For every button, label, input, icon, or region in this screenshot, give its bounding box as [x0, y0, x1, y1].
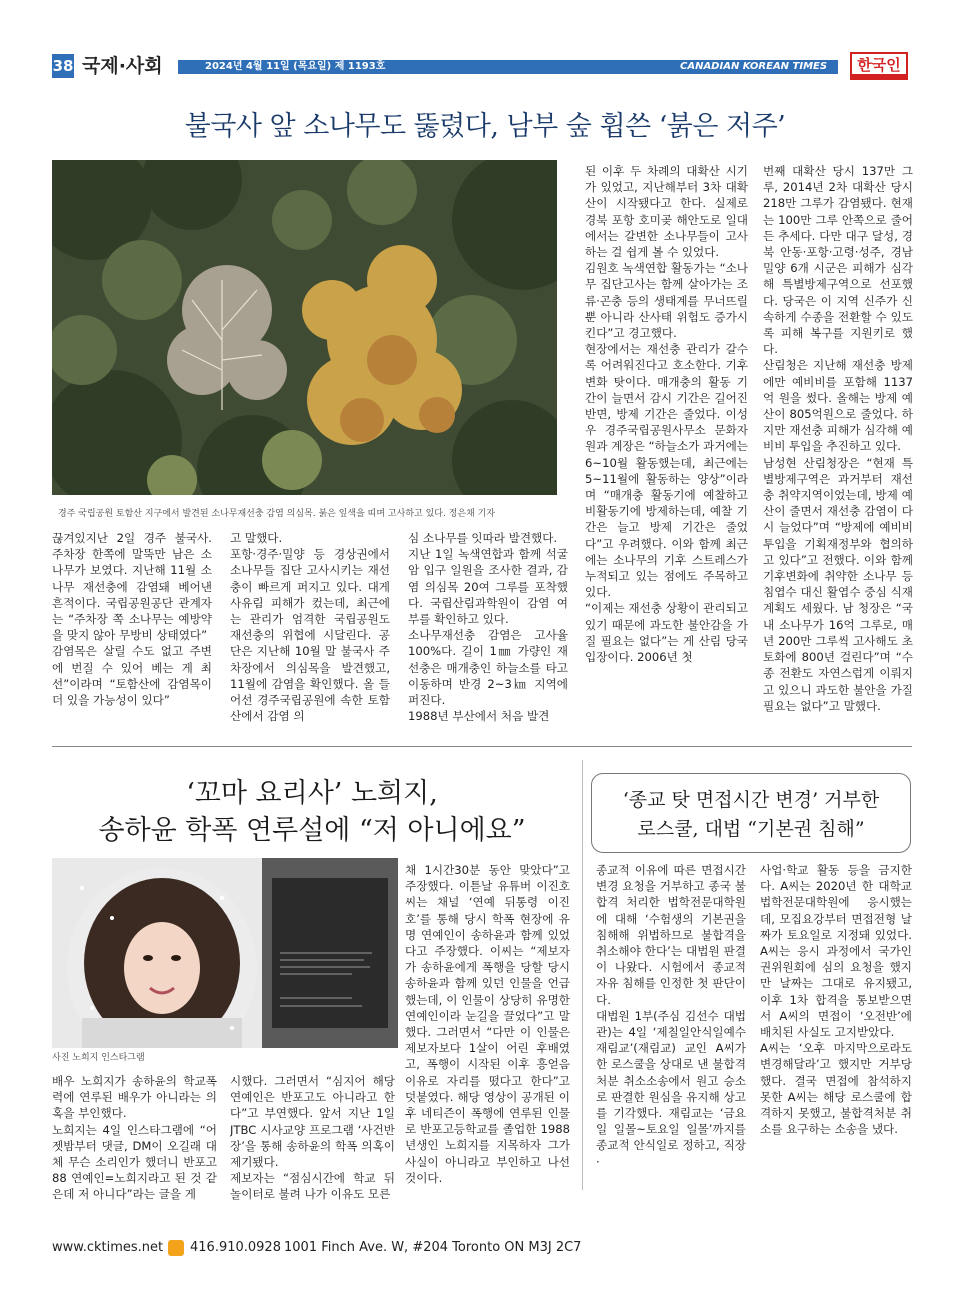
article2-column-3: 채 1시간30분 동안 맞았다”고 주장했다. 이튿날 유튜버 이진호씨는 채널 ‘연예 뒤통령 이진호’를 통해 당시 학폭 현장에 유명 연예인이 송하윤과 함께 있었다고 주장했다. 이씨는 “제보자가 송하윤에게 폭행을 당할 당시 송하윤과 함께 있던 인물을 언급했는데, 이 인물이 상당히 유명한 연예인이라 눈길을 끌었다”고 말했다. 그러면서 “다만 이 인물은 제보자보다 1살이 어린 후배였고, 폭행이 시작된 이후 흥얻음 이유로 자리를 떴다고 한다”고 덧붙였다. 해당 영상이 공개된 이후 네티즌이 폭행에 연루된 인물로 반포고등학교를 졸업한 1988년생인 노희지를 지목하자 그가 사실이 아니라고 부인하고 나선 것이다. [405, 863, 570, 1185]
paper-name: CANADIAN KOREAN TIMES [680, 61, 828, 72]
article3-column-2: 사업·학교 활동 등을 금지한다. A씨는 2020년 한 대학교 법학전문대학원에 응시했는데, 모집요강부터 면접전형 날짜가 토요일로 지정돼 있었다. A씨는 응시 과정에서 국가인권위원회에 심의 요청을 했지만 날짜는 그대로 유지됐고, 이후 1차 합격을 통보받으면서 A씨의 면접이 ‘오전반’에 배치된 사실도 고지받았다. A씨는 ‘오후 마지막으로라도 변경해달라’고 했지만 거부당했다. 결국 면접에 참석하지 못한 A씨는 해당 로스쿨에 합격하지 못했고, 불합격처분 취소를 요구하는 소송을 냈다. [760, 863, 912, 1137]
newspaper-logo [850, 52, 908, 80]
logo-underline [852, 74, 906, 78]
article2-headline [52, 775, 572, 849]
article1-column-3: 심 소나무를 잇따라 발견했다. 지난 1일 녹색연합과 함께 석굴암 입구 일원을 조사한 결과, 감염 의심목 20여 그루를 포착했다. 국립산림과학원이 감염 여부를 확인하고 있다. 소나무재선충 감염은 고사율 100%다. 길이 1㎜ 가량인 재선충은 매개충인 하늘소를 타고 이동하며 반경 2~3㎞ 지역에 퍼진다. 1988년 부산에서 처음 발견 [408, 531, 568, 724]
article1-photo-caption: 경주 국립공원 토함산 지구에서 발견된 소나무재선충 감염 의심목. 붉은 잎색을 띠며 고사하고 있다. 정은채 기자 [58, 509, 496, 519]
article3-headline-line1: ‘종교 탓 면접시간 변경’ 거부한 [622, 789, 880, 811]
article3-headline-line2: 로스쿨, 대법 “기본권 침해” [637, 818, 865, 840]
logo-text: 한국인 [857, 56, 901, 74]
pine-forest-image [52, 160, 557, 495]
article2-photo-caption: 사진 노희지 인스타그램 [52, 1053, 145, 1063]
article2-column-1: 배우 노희지가 송하윤의 학교폭력에 연루된 배우가 아니라는 의혹을 부인했다. 노희지는 4일 인스타그램에 “어젯밤부터 댓글, DM이 오길래 대체 무슨 소리인가 했더니 반포고 88 연예인=노희지라고 된 것 같은데 저 아니다”라는 글을 게 [52, 1074, 217, 1202]
portrait-image [52, 858, 398, 1048]
issue-date: 2024년 4월 11일 (목요일) 제 1193호 [205, 61, 386, 72]
phone-icon [168, 1240, 184, 1256]
article1-headline: 불국사 앞 소나무도 뚫렸다, 남부 숲 휩쓴 ‘붉은 저주’ [184, 111, 786, 142]
column-divider [582, 760, 583, 1190]
section-divider [52, 746, 912, 747]
article2-column-2: 시했다. 그러면서 “심지어 해당 연예인은 반포고도 아니라고 한다”고 부연했다. 앞서 지난 1일 JTBC 시사교양 프로그램 ‘사건반장’을 통해 송하윤의 학폭 의혹이 제기됐다. 제보자는 “점심시간에 학교 뒤 놀이터로 불려 나가 이유도 모른 [230, 1074, 395, 1202]
footer-address: 1001 Finch Ave. W, #204 Toronto ON M3J 2C7 [284, 1240, 582, 1255]
footer-phone: 416.910.0928 [190, 1240, 281, 1255]
article1-photo [52, 160, 557, 495]
article2-headline-line2: 송하윤 학폭 연루설에 “저 아니에요” [98, 815, 526, 846]
section-title: 국제·사회 [82, 55, 163, 77]
article1-column-5: 번째 대확산 당시 137만 그루, 2014년 2차 대확산 당시 218만 그루가 감염됐다. 현재는 100만 그루 안쪽으로 줄어든 추세다. 다만 대구 달성, 경북 안동·포항·고령·성주, 경남 밀양 6개 시군은 피해가 심각해 특별방제구역으로 선포했다. 당국은 이 지역 신주가 신속하게 수종을 전환할 수 있도록 피해 복구를 지원키로 했다. 산림청은 지난해 재선충 방제에만 예비비를 포함해 1137억 원을 썼다. 올해는 방제 예산이 805억원으로 줄었다. 하지만 재선충 피해가 심각해 예비비 투입을 추진하고 있다. 남성현 산림청장은 “현재 특별방제구역은 과거부터 재선충 취약지역이었는데, 방제 예산이 줄면서 재선충 감염이 다시 늘었다”며 “방제에 예비비 투입을 기획재정부와 협의하고 있다”고 전했다. 이와 함께 기후변화에 취약한 소나무 등 침엽수 대신 활엽수 중심 식재 계획도 세웠다. 남 청장은 “국내 소나무가 16억 그루로, 매년 200만 그루씩 고사해도 초토화에 800년 걸린다”며 “수종 전환도 자연스럽게 이뤄지고 있으니 과도한 불안을 가질 필요는 없다”고 말했다. [763, 164, 913, 713]
article1-column-4: 된 이후 두 차례의 대확산 시기가 있었고, 지난해부터 3차 대확산이 시작됐다고 한다. 실제로 경북 포항 호미곶 해안도로 일대에서는 갈변한 소나무들이 고사하는 걸 쉽게 볼 수 있었다. 김원호 녹색연합 활동가는 “소나무 집단고사는 함께 살아가는 조류·곤충 등의 생태계를 무너뜨릴 뿐 아니라 산사태 위험도 증가시킨다”고 경고했다. 현장에서는 재선충 관리가 갈수록 어려워진다고 호소한다. 기후변화 탓이다. 매개충의 활동 기간이 늘면서 감시 기간은 길어진 반면, 방제 기간은 줄었다. 이성우 경주국립공원사무소 문화자원과 계장은 “하늘소가 과거에는 6~10월 활동했는데, 최근에는 5~11월에 활동하는 양상”이라며 “매개충 활동기에 예찰하고 비활동기에 방제하는데, 예찰 기간은 늘고 방제 기간은 줄었다”고 우려했다. 이와 함께 최근에는 소나무의 기후 스트레스가 누적되고 있는 점에도 주목하고 있다. “이제는 재선충 상황이 관리되고 있기 때문에 과도한 불안감을 가질 필요는 없다”는 게 산림 당국 입장이다. 2006년 첫 [585, 164, 748, 665]
article1-column-2: 고 말했다. 포항·경주·밀양 등 경상권에서 소나무들 집단 고사시키는 재선충이 빠르게 퍼지고 있다. 대게 사유림 피해가 컸는데, 최근에는 관리가 엄격한 국립공원도 재선충의 위협에 시달린다. 공단은 지난해 10월 말 불국사 주차장에서 의심목을 발견했고, 11월에 감염을 확인했다. 올 들어선 경주국립공원에 속한 토함산에서 감염 의 [230, 531, 390, 724]
page-number: 38 [52, 54, 74, 78]
article3-column-1: 종교적 이유에 따른 면접시간 변경 요청을 거부하고 종국 불합격 처리한 법학전문대학원에 대해 ‘수험생의 기본권을 침해해 위법하므로 불합격을 취소해야 한다’는 대법원 판결이 나왔다. 시험에서 종교적 자유 침해를 인정한 첫 판단이다. 대법원 1부(주심 김선수 대법관)는 4일 ‘제칠일안식일예수재림교’(재림교) 교인 A씨가 한 로스쿨을 상대로 낸 불합격처분 취소소송에서 원고 승소로 판결한 원심을 유지해 상고를 기각했다. 재림교는 ‘금요일 일몰~토요일 일몰’까지를 종교적 안식일로 정하고, 직장· [596, 863, 746, 1169]
article2-photo [52, 858, 398, 1048]
article3-headline [591, 786, 911, 844]
footer-website: www.cktimes.net [52, 1240, 164, 1255]
article1-column-1: 끊겨있지난 2일 경주 불국사. 주차장 한쪽에 말뚝만 남은 소나무가 보였다. 지난해 11월 소나무 재선충에 감염돼 베어낸 흔적이다. 국립공원공단 관계자는 “주차장 쪽 소나무는 예방약을 맞지 않아 무방비 상태였다” 감염목은 살릴 수도 없고 주변에 번질 수 있어 베는 게 최선”이라며 “토함산에 감염목이 더 있을 가능성이 있다” [52, 531, 212, 708]
article2-headline-line1: ‘꼬마 요리사’ 노희지, [186, 778, 438, 809]
